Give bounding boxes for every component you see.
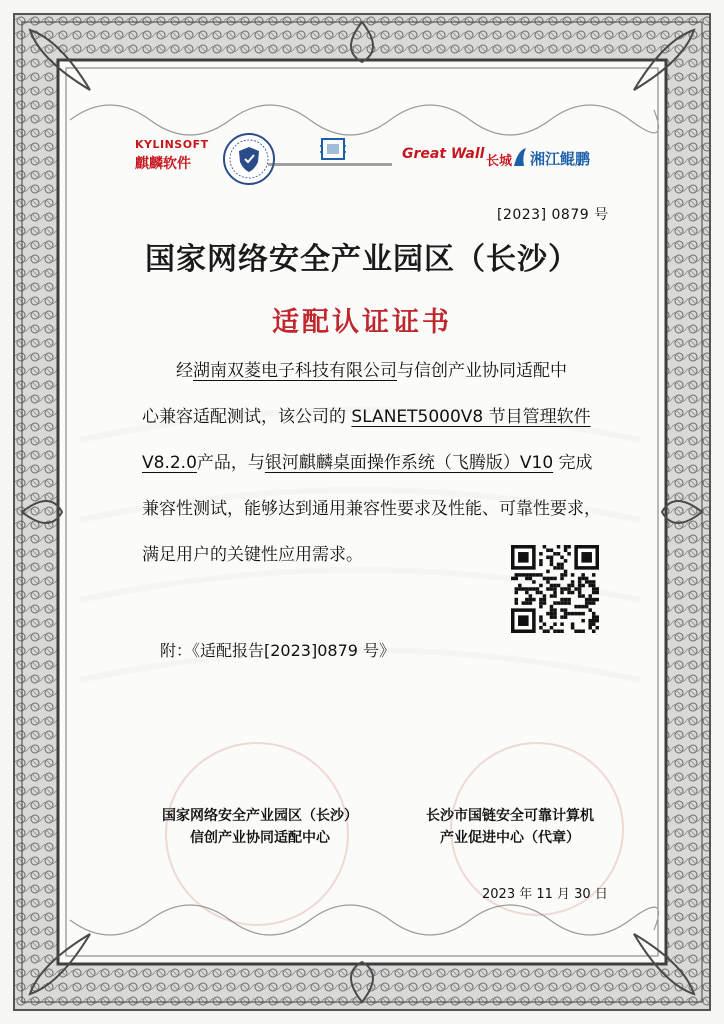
body-line-3 xyxy=(142,440,634,486)
kylinsoft-logo-cn: 麒麟软件 xyxy=(135,156,191,172)
great-wall-calligraphy: 长城 xyxy=(486,154,513,169)
company-name: 湖南双菱电子科技有限公司 xyxy=(193,361,397,381)
issuer-right-line2: 产业促进中心（代章） xyxy=(440,830,580,846)
issuer-left-line1: 国家网络安全产业园区（长沙） xyxy=(162,808,358,824)
body-line-4: 兼容性测试，能够达到通用兼容性要求及性能、可靠性要求， xyxy=(142,499,601,519)
great-wall-logo: Great Wall xyxy=(402,146,485,162)
body-line-5: 满足用户的关键性应用需求。 xyxy=(142,545,363,565)
certificate-number: [2023] 0879 号 xyxy=(497,207,609,223)
body-text: 完成 xyxy=(553,453,593,473)
shield-emblem-icon xyxy=(222,132,276,186)
chip-logo-icon xyxy=(318,136,348,162)
body-text: 心兼容适配测试，该公司的 xyxy=(142,407,352,427)
product-version: V8.2.0 xyxy=(142,453,197,473)
body-text: 产品，与 xyxy=(196,453,265,473)
xiangjiang-kunpeng-logo: 湘江鲲鹏 xyxy=(530,150,591,168)
issuer-left-line2: 信创产业协同适配中心 xyxy=(190,830,330,846)
certificate-body xyxy=(142,348,634,578)
body-text: 与信创产业协同适配中 xyxy=(397,361,567,381)
body-line-1 xyxy=(142,348,634,394)
issuer-right-line1: 长沙市国链安全可靠计算机 xyxy=(426,808,594,824)
issue-date: 2023 年 11 月 30 日 xyxy=(482,887,608,902)
kylinsoft-logo xyxy=(135,138,209,182)
attachment-reference: 附：《适配报告[2023]0879 号》 xyxy=(160,641,396,660)
issuer-right xyxy=(410,805,610,849)
qr-code[interactable] xyxy=(510,545,600,633)
certificate-subtitle: 适配认证证书 xyxy=(272,307,452,338)
kunpeng-icon xyxy=(512,146,528,168)
certificate-title: 国家网络安全产业园区（长沙） xyxy=(145,242,579,277)
issuer-left xyxy=(150,805,370,849)
kylinsoft-logo-en: KYLINSOFT xyxy=(135,138,209,151)
changsha-center-logo-text xyxy=(268,161,392,169)
body-line-2 xyxy=(142,394,634,440)
os-name: 银河麒麟桌面操作系统（飞腾版）V10 xyxy=(264,453,554,473)
product-name: SLANET5000V8 节目管理软件 xyxy=(351,407,591,427)
body-text: 经 xyxy=(176,361,193,381)
